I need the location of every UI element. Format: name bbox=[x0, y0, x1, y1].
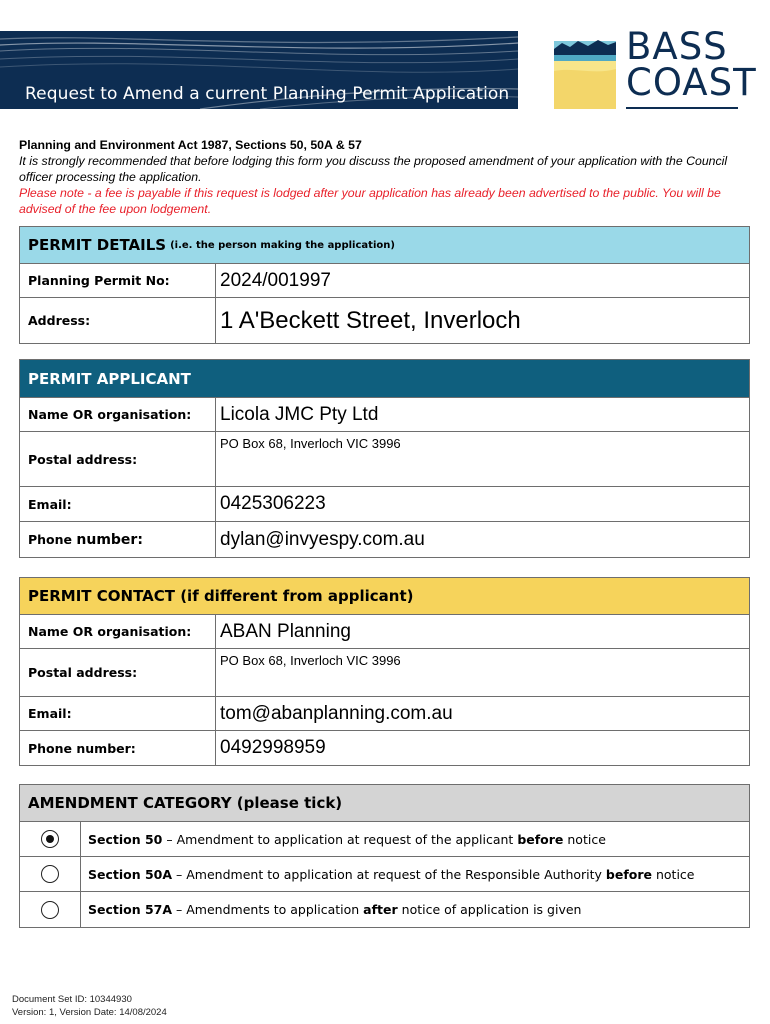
section-subheading: (i.e. the person making the application) bbox=[170, 239, 395, 251]
permit-contact-heading bbox=[20, 578, 749, 615]
permit-details-section bbox=[19, 226, 750, 344]
option-text: notice bbox=[652, 866, 695, 882]
contact-name-label: Name OR organisation: bbox=[20, 615, 216, 648]
contact-email-row bbox=[20, 697, 749, 731]
logo-word-bass: BASS bbox=[626, 25, 728, 68]
permit-number-label: Planning Permit No: bbox=[20, 264, 216, 297]
intro-text bbox=[19, 137, 739, 217]
contact-postal-field[interactable]: PO Box 68, Inverloch VIC 3996 bbox=[220, 653, 401, 668]
contact-phone-label: Phone number: bbox=[20, 731, 216, 765]
option-text: notice of application is given bbox=[397, 902, 582, 917]
phone-label-part: Phone bbox=[28, 532, 77, 547]
option-section: Section 50A bbox=[88, 866, 173, 882]
radio-button-section-50a[interactable] bbox=[41, 865, 59, 883]
applicant-phone-field[interactable]: dylan@invyespy.com.au bbox=[220, 528, 425, 550]
amendment-category-section bbox=[19, 784, 750, 928]
contact-email-label: Email: bbox=[20, 697, 216, 730]
amendment-option-label bbox=[81, 857, 694, 891]
permit-applicant-section bbox=[19, 359, 750, 558]
phone-label-part: number: bbox=[76, 531, 143, 548]
radio-cell bbox=[20, 857, 81, 891]
option-text: notice bbox=[563, 831, 606, 847]
option-section: Section 57A bbox=[88, 902, 173, 917]
radio-button-section-50[interactable] bbox=[41, 830, 59, 848]
option-emphasis: before bbox=[605, 866, 652, 882]
contact-postal-row bbox=[20, 649, 749, 697]
form-title: Request to Amend a current Planning Permit Application bbox=[25, 84, 510, 104]
option-emphasis: before bbox=[517, 831, 564, 847]
logo-landscape-icon bbox=[554, 31, 616, 109]
option-text: – Amendment to application at request of the applicant bbox=[162, 831, 518, 847]
applicant-name-row bbox=[20, 398, 749, 432]
permit-contact-section bbox=[19, 577, 750, 766]
amendment-option-section-57a[interactable] bbox=[20, 892, 749, 927]
act-reference: Planning and Environment Act 1987, Sections 50, 50A & 57 bbox=[19, 138, 362, 152]
applicant-email-field[interactable]: 0425306223 bbox=[220, 493, 326, 514]
applicant-email-row bbox=[20, 487, 749, 522]
bass-coast-logo bbox=[554, 25, 757, 113]
section-heading-text: AMENDMENT CATEGORY (please tick) bbox=[28, 794, 343, 812]
applicant-postal-field[interactable]: PO Box 68, Inverloch VIC 3996 bbox=[220, 436, 401, 451]
option-section: Section 50 bbox=[88, 831, 163, 847]
permit-number-field[interactable]: 2024/001997 bbox=[220, 269, 331, 291]
contact-name-row bbox=[20, 615, 749, 649]
logo-word-coast: COAST bbox=[626, 61, 757, 104]
option-text: – Amendments to application bbox=[172, 902, 364, 917]
radio-selected-dot bbox=[46, 835, 54, 843]
contact-name-field[interactable]: ABAN Planning bbox=[220, 620, 351, 642]
amendment-option-label bbox=[81, 822, 606, 856]
radio-button-section-57a[interactable] bbox=[41, 901, 59, 919]
section-heading-text: PERMIT CONTACT (if different from applicant) bbox=[28, 587, 414, 605]
applicant-phone-row bbox=[20, 522, 749, 557]
applicant-postal-label: Postal address: bbox=[20, 432, 216, 486]
amendment-category-heading bbox=[20, 785, 749, 822]
section-heading-text: PERMIT APPLICANT bbox=[28, 369, 191, 388]
logo-underline bbox=[626, 107, 738, 109]
recommendation-text: It is strongly recommended that before lodging this form you discuss the proposed amendment of your application with the Council officer processing the application. bbox=[19, 154, 728, 184]
permit-details-heading bbox=[20, 227, 749, 264]
applicant-name-field[interactable]: Licola JMC Pty Ltd bbox=[220, 403, 379, 425]
address-field[interactable]: 1 A'Beckett Street, Inverloch bbox=[220, 306, 521, 334]
contact-postal-label: Postal address: bbox=[20, 649, 216, 696]
contact-email-field[interactable]: tom@abanplanning.com.au bbox=[220, 702, 453, 724]
applicant-name-label: Name OR organisation: bbox=[20, 398, 216, 431]
option-emphasis: after bbox=[363, 902, 398, 917]
logo-wordmark bbox=[626, 25, 757, 104]
address-row bbox=[20, 298, 749, 343]
amendment-options bbox=[20, 822, 749, 927]
radio-cell bbox=[20, 892, 81, 927]
permit-number-row bbox=[20, 264, 749, 298]
address-label: Address: bbox=[20, 298, 216, 343]
document-set-id: Document Set ID: 10344930 bbox=[12, 994, 132, 1005]
amendment-option-section-50a[interactable] bbox=[20, 857, 749, 892]
document-footer bbox=[12, 993, 167, 1019]
amendment-option-label bbox=[81, 892, 581, 927]
fee-note: Please note - a fee is payable if this request is lodged after your application has already been advertised to the public. You will be advised of the fee upon lodgement. bbox=[19, 186, 721, 216]
applicant-email-label: Email: bbox=[20, 487, 216, 521]
contact-phone-field[interactable]: 0492998959 bbox=[220, 737, 326, 758]
permit-applicant-heading bbox=[20, 360, 749, 398]
option-text: – Amendment to application at request of the Responsible Authority bbox=[172, 866, 606, 882]
applicant-postal-row bbox=[20, 432, 749, 487]
contact-phone-row bbox=[20, 731, 749, 765]
amendment-option-section-50[interactable] bbox=[20, 822, 749, 857]
applicant-phone-label bbox=[20, 522, 216, 557]
version-info: Version: 1, Version Date: 14/08/2024 bbox=[12, 1007, 167, 1018]
section-heading-text: PERMIT DETAILS bbox=[28, 236, 167, 254]
radio-cell bbox=[20, 822, 81, 856]
